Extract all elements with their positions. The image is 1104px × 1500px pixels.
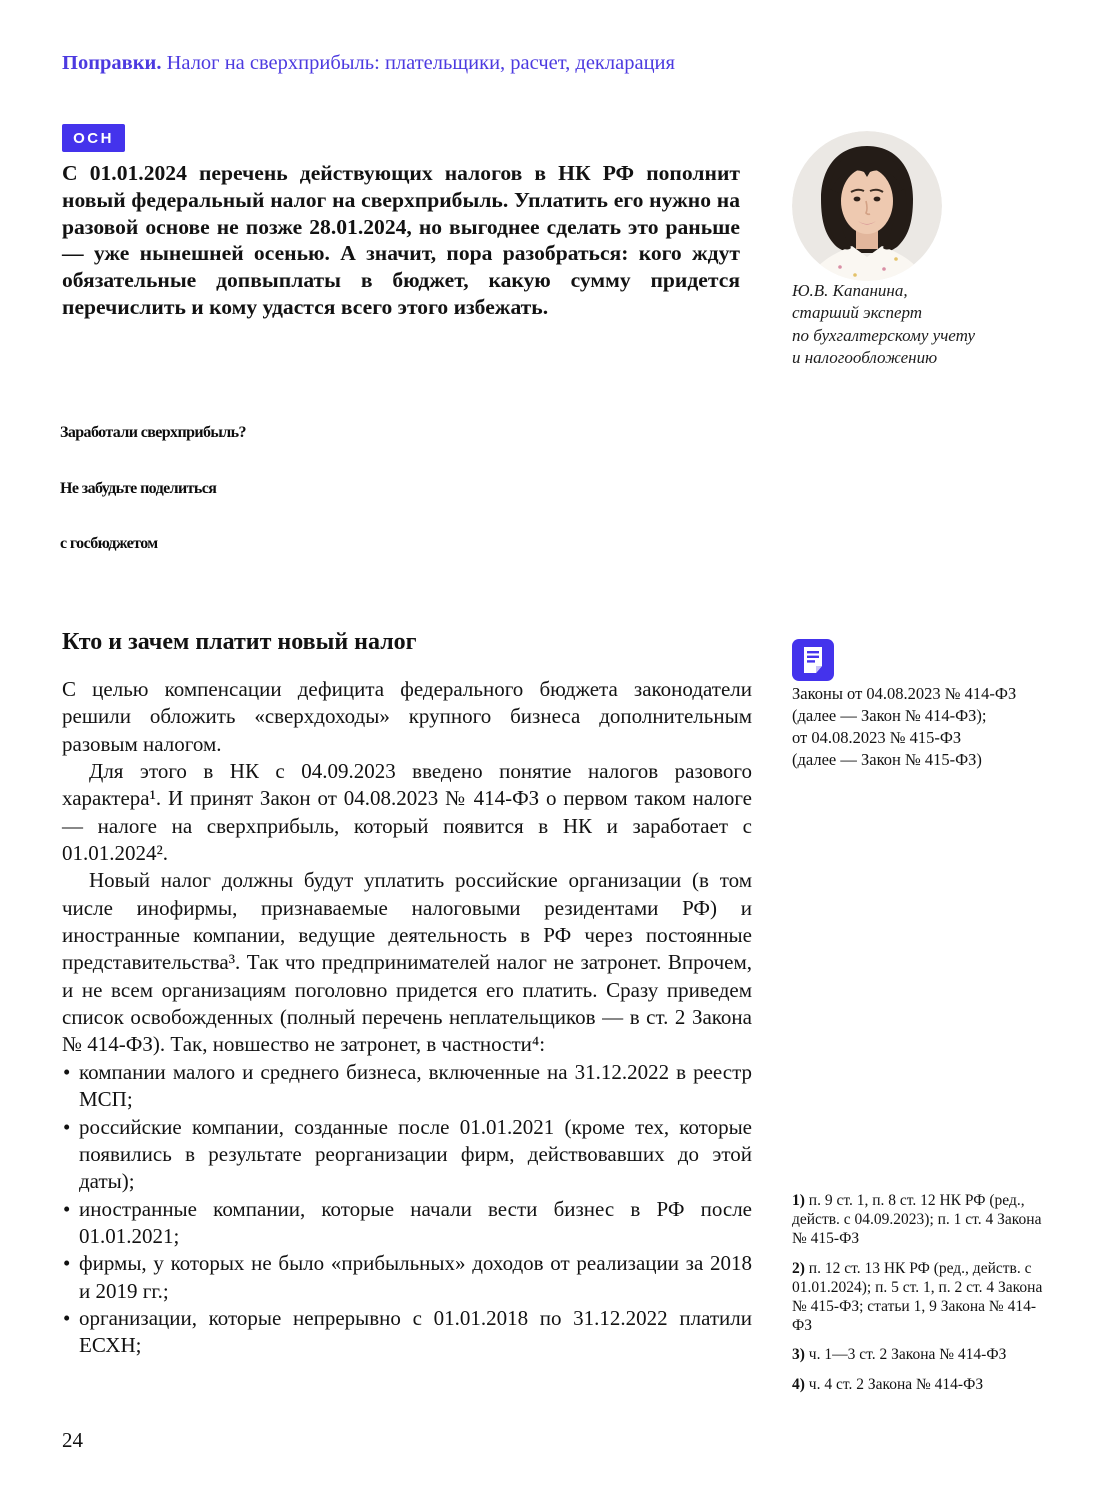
footnote-text: п. 9 ст. 1, п. 8 ст. 12 НК РФ (ред., действ. с 04.09.2023); п. 1 ст. 4 Закона № 415-ФЗ xyxy=(792,1192,1042,1248)
list-item: • российские компании, созданные после 01.01.2021 (кроме тех, которые появились в результате реорганизации фирм, действовавших до этой даты); xyxy=(62,1114,752,1196)
text-line: (далее — Закон № 414-ФЗ); xyxy=(792,706,987,725)
paragraph: Новый налог должны будут уплатить российские организации (в том числе инофирмы, признаваемые налоговыми резидентами РФ) и иностранные компании, ведущие деятельность в РФ через постоянные представительства³. Так что предпринимателей налог не затронет. Впрочем, и не всем организациям поголовно придется его платить. Сразу приведем список освобожденных (полный перечень неплательщиков — в ст. 2 Закона № 414-ФЗ). Так, новшество не затронет, в частности⁴: xyxy=(62,868,752,1057)
rubric-subtitle: Налог на сверхприбыль: плательщики, расчет, декларация xyxy=(161,52,675,74)
article-title xyxy=(60,405,890,572)
text-line: по бухгалтерскому учету xyxy=(792,325,976,345)
list-item: • организации, которые непрерывно с 01.01.2018 по 31.12.2022 платили ЕСХН; xyxy=(62,1305,752,1360)
text-line: Не забудьте поделиться xyxy=(60,479,217,497)
list-item: • компании малого и среднего бизнеса, включенные на 31.12.2022 в реестр МСП; xyxy=(62,1059,752,1114)
margin-footnotes xyxy=(792,1191,1046,1404)
badge-label: ОСН xyxy=(73,129,114,147)
list-item: • иностранные компании, которые начали вести бизнес в РФ после 01.01.2021; xyxy=(62,1196,752,1251)
text-line: (далее — Закон № 415-ФЗ) xyxy=(792,750,982,769)
footnote-text: ч. 4 ст. 2 Закона № 414-ФЗ xyxy=(808,1375,984,1393)
text-line: Заработали сверхприбыль? xyxy=(60,424,246,441)
section-heading: Кто и зачем платит новый налог xyxy=(62,629,417,655)
document-icon xyxy=(792,639,834,681)
footnote-number: 3) xyxy=(792,1346,809,1364)
footnote-item xyxy=(792,1345,1046,1364)
paragraph: С целью компенсации дефицита федерального бюджета законодатели решили обложить «сверхдоходы» крупного бизнеса дополнительным разовым налогом. xyxy=(62,677,752,756)
margin-law-note xyxy=(792,683,1046,771)
text-line: Законы от 04.08.2023 № 414-ФЗ xyxy=(792,684,1017,703)
body-paragraphs xyxy=(62,676,752,1059)
author-caption xyxy=(792,280,1054,370)
exempt-list xyxy=(62,1059,752,1360)
rubric-label: Поправки. xyxy=(62,52,162,74)
footnote-text: п. 12 ст. 13 НК РФ (ред., действ. с 01.01.2024); п. 5 ст. 1, п. 2 ст. 4 Закона № 415-ФЗ; статьи 1, 9 Закона № 414-ФЗ xyxy=(792,1259,1043,1335)
footnote-item xyxy=(792,1259,1046,1336)
author-photo xyxy=(792,131,942,281)
article-body xyxy=(62,676,752,1360)
footnote-number: 4) xyxy=(792,1375,809,1393)
footnote-item xyxy=(792,1375,1046,1394)
text-line: Ю.В. Капанина, xyxy=(792,281,908,300)
footnote-text: ч. 1—3 ст. 2 Закона № 414-ФЗ xyxy=(808,1346,1007,1364)
text-line: и налогообложению xyxy=(792,348,938,368)
paragraph: Для этого в НК с 04.09.2023 введено понятие налогов разового характера¹. И принят Закон от 04.08.2023 № 414-ФЗ о первом таком налоге — налоге на сверхприбыль, который появится в НК и заработает с 01.01.2024². xyxy=(62,759,752,866)
footnote-item xyxy=(792,1191,1046,1249)
footnote-number: 1) xyxy=(792,1192,809,1209)
text-line: от 04.08.2023 № 415-ФЗ xyxy=(792,728,962,747)
lead-paragraph: С 01.01.2024 перечень действующих налогов в НК РФ пополнит новый федеральный налог на сверхприбыль. Уплатить его нужно на разовой основе не позже 28.01.2024, но выгоднее сделать это раньше — уже нынешней осенью. А значит, пора разобраться: кого ждут обязательные допвыплаты в бюджет, какую сумму придется перечислить и кому удастся всего этого избежать. xyxy=(62,161,740,319)
list-item: • фирмы, у которых не было «прибыльных» доходов от реализации за 2018 и 2019 гг.; xyxy=(62,1250,752,1305)
text-line: с госбюджетом xyxy=(60,535,158,552)
tax-regime-badge xyxy=(62,124,125,152)
footnote-number: 2) xyxy=(792,1259,809,1277)
page-number: 24 xyxy=(62,1428,83,1452)
page-header xyxy=(62,52,962,75)
portrait-illustration xyxy=(792,131,942,281)
text-line: старший эксперт xyxy=(792,303,923,323)
